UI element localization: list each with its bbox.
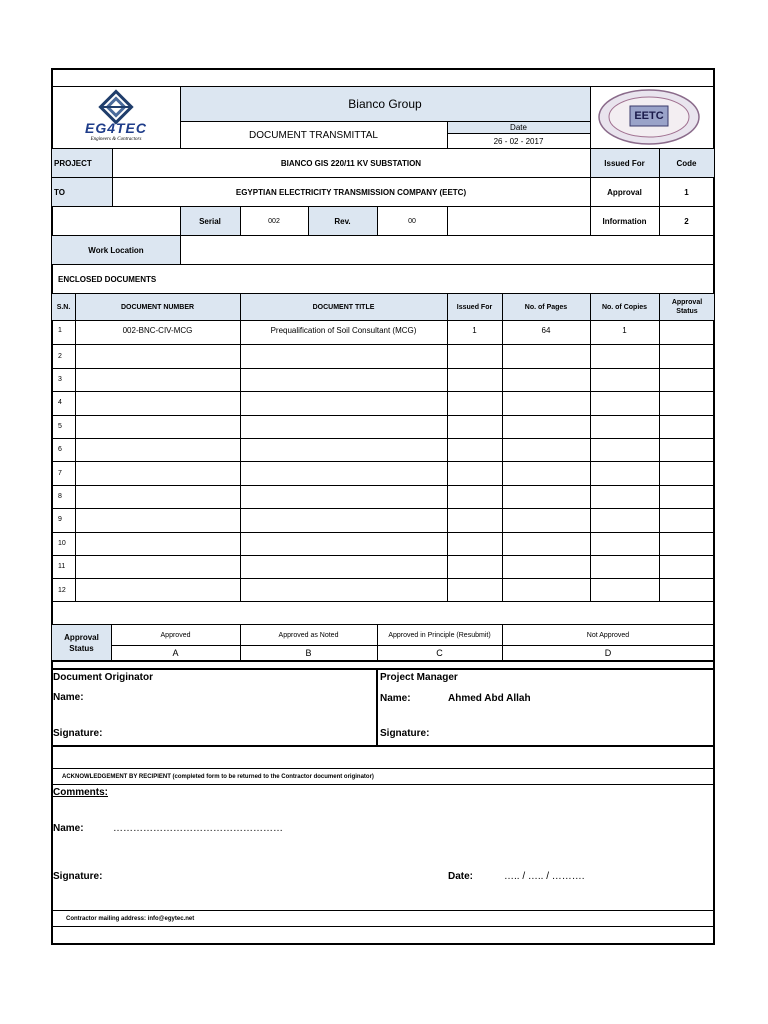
table-cell-issued-for <box>447 368 502 391</box>
col-issued-for: Issued For <box>456 303 493 311</box>
table-cell-title <box>240 344 447 367</box>
table-cell-issued-for <box>447 461 502 484</box>
table-cell-title <box>240 438 447 461</box>
table-cell-status <box>659 555 714 578</box>
table-cell-sn: 6 <box>58 446 62 454</box>
table-cell-number <box>75 391 240 414</box>
table-cell-number <box>75 578 240 601</box>
table-cell-sn: 2 <box>58 352 62 360</box>
table-cell-title <box>240 415 447 438</box>
manager-name-label: Name: <box>380 692 411 704</box>
enclosed-title: ENCLOSED DOCUMENTS <box>58 274 157 284</box>
table-cell-sn: 4 <box>58 399 62 407</box>
client-logo-text: EETC <box>634 110 664 122</box>
ack-date-field[interactable]: ….. / ….. / ………. <box>504 870 585 882</box>
col-document-number: DOCUMENT NUMBER <box>120 303 195 311</box>
table-cell-status <box>659 391 714 414</box>
table-cell-sn: 1 <box>58 327 62 335</box>
issue-option-code: 2 <box>684 216 689 226</box>
table-cell-pages <box>502 578 590 601</box>
table-cell-title <box>240 485 447 508</box>
table-cell-number <box>75 485 240 508</box>
table-cell-pages <box>502 555 590 578</box>
table-cell-title <box>240 461 447 484</box>
table-cell-pages <box>502 344 590 367</box>
code-header: Code <box>676 158 697 168</box>
table-cell-pages <box>502 485 590 508</box>
table-cell-issued-for <box>447 532 502 555</box>
table-cell-status <box>659 508 714 531</box>
table-cell-copies <box>590 391 659 414</box>
col-pages: No. of Pages <box>524 303 568 311</box>
table-cell-copies <box>590 344 659 367</box>
table-cell-status <box>659 578 714 601</box>
table-cell-pages <box>502 415 590 438</box>
table-cell-pages <box>502 391 590 414</box>
manager-signature-label: Signature: <box>380 727 430 739</box>
table-cell-title: Prequalification of Soil Consultant (MCG) <box>270 326 417 336</box>
mailing-address: Contractor mailing address: info@egytec.net <box>66 915 195 922</box>
col-copies: No. of Copies <box>601 303 648 311</box>
table-cell-status <box>659 368 714 391</box>
col-sn: S.N. <box>56 303 71 311</box>
table-cell-pages <box>502 368 590 391</box>
table-cell-status <box>659 532 714 555</box>
project-label: PROJECT <box>54 158 92 168</box>
serial-label: Serial <box>199 216 221 226</box>
issue-option-label: Approval <box>607 187 642 197</box>
table-cell-issued-for <box>447 438 502 461</box>
table-cell-number <box>75 368 240 391</box>
table-cell-status <box>659 415 714 438</box>
originator-name-label: Name: <box>53 691 84 703</box>
status-option-code: A <box>172 648 179 658</box>
table-cell-number <box>75 438 240 461</box>
table-cell-sn: 8 <box>58 492 62 500</box>
table-cell-title <box>240 555 447 578</box>
issue-option-code: 1 <box>684 187 689 197</box>
table-cell-pages <box>502 438 590 461</box>
table-cell-issued-for <box>447 415 502 438</box>
table-cell-issued-for <box>447 555 502 578</box>
table-cell-status <box>659 344 714 367</box>
table-cell-title <box>240 578 447 601</box>
table-cell-copies <box>590 508 659 531</box>
status-option-label: Not Approved <box>586 631 630 639</box>
table-cell-status <box>659 461 714 484</box>
comments-label: Comments: <box>53 787 109 798</box>
table-cell-copies <box>590 438 659 461</box>
table-cell-number <box>75 555 240 578</box>
table-cell-copies <box>590 485 659 508</box>
table-cell-number <box>75 508 240 531</box>
doc-type-title: DOCUMENT TRANSMITTAL <box>249 129 378 141</box>
table-cell-status <box>659 319 714 342</box>
table-cell-sn: 3 <box>58 375 62 383</box>
ack-date-label: Date: <box>448 870 474 882</box>
manager-title: Project Manager <box>380 672 458 683</box>
table-cell-pages: 64 <box>541 326 551 336</box>
table-cell-status <box>659 438 714 461</box>
col-approval-status: Approval Status <box>671 299 703 315</box>
table-cell-title <box>240 532 447 555</box>
table-cell-sn: 11 <box>58 563 66 571</box>
status-option-code: B <box>305 648 312 658</box>
table-cell-pages <box>502 508 590 531</box>
table-cell-copies <box>590 555 659 578</box>
manager-name: Ahmed Abd Allah <box>448 692 531 704</box>
table-cell-issued-for <box>447 508 502 531</box>
status-option-label: Approved in Principle (Resubmit) <box>388 631 491 639</box>
date-label: Date <box>510 122 527 132</box>
ack-name-label: Name: <box>53 822 84 834</box>
col-document-title: DOCUMENT TITLE <box>312 303 375 311</box>
status-option-code: C <box>436 648 443 658</box>
ack-signature-label: Signature: <box>53 870 103 882</box>
status-option-label: Approved <box>160 631 191 639</box>
table-cell-pages <box>502 461 590 484</box>
issue-option-label: Information <box>602 216 647 226</box>
table-cell-sn: 10 <box>58 539 66 547</box>
table-cell-issued-for <box>447 344 502 367</box>
table-cell-number <box>75 461 240 484</box>
acknowledgement-text: ACKNOWLEDGEMENT BY RECIPIENT (completed form to be returned to the Contractor document originator) <box>62 773 374 780</box>
approval-status-label: Approval Status <box>64 632 99 653</box>
table-cell-copies <box>590 368 659 391</box>
company-logo <box>64 88 168 146</box>
to-value: EGYPTIAN ELECTRICITY TRANSMISSION COMPANY (EETC) <box>235 187 467 197</box>
company-tagline: Engineers & Contractors <box>90 137 142 142</box>
table-cell-sn: 7 <box>58 469 62 477</box>
table-cell-number <box>75 344 240 367</box>
table-cell-status <box>659 485 714 508</box>
table-cell-sn: 5 <box>58 422 62 430</box>
table-cell-number <box>75 532 240 555</box>
rev-label: Rev. <box>334 216 351 226</box>
table-cell-issued-for <box>447 391 502 414</box>
table-cell-title <box>240 508 447 531</box>
table-cell-sn: 12 <box>58 586 66 594</box>
client-logo <box>594 88 704 146</box>
to-label: TO <box>54 187 65 197</box>
work-location-field[interactable] <box>181 236 714 264</box>
table-cell-issued-for <box>447 578 502 601</box>
table-cell-copies <box>590 578 659 601</box>
table-cell-title <box>240 391 447 414</box>
table-cell-copies <box>590 461 659 484</box>
table-cell-copies <box>590 532 659 555</box>
project-value: BIANCO GIS 220/11 KV SUBSTATION <box>280 158 422 168</box>
table-cell-copies <box>590 415 659 438</box>
table-cell-issued-for: 1 <box>472 326 477 336</box>
table-cell-pages <box>502 532 590 555</box>
rev-value: 00 <box>408 217 416 225</box>
table-cell-number <box>75 415 240 438</box>
company-logo-text: EG4TEC <box>84 120 147 136</box>
status-option-code: D <box>604 648 612 658</box>
originator-title: Document Originator <box>53 672 154 683</box>
status-option-label: Approved as Noted <box>278 631 339 639</box>
table-cell-sn: 9 <box>58 516 62 524</box>
group-name: Bianco Group <box>348 97 422 111</box>
originator-signature-label: Signature: <box>53 727 103 739</box>
date-value: 26 - 02 - 2017 <box>493 136 544 146</box>
serial-value: 002 <box>268 217 280 225</box>
table-cell-copies: 1 <box>622 326 627 336</box>
issued-for-header: Issued For <box>604 158 645 168</box>
work-location-label: Work Location <box>88 245 144 255</box>
table-cell-issued-for <box>447 485 502 508</box>
ack-name-field[interactable]: …………………………………………… <box>113 822 283 834</box>
table-cell-number: 002-BNC-CIV-MCG <box>122 326 193 336</box>
table-cell-title <box>240 368 447 391</box>
